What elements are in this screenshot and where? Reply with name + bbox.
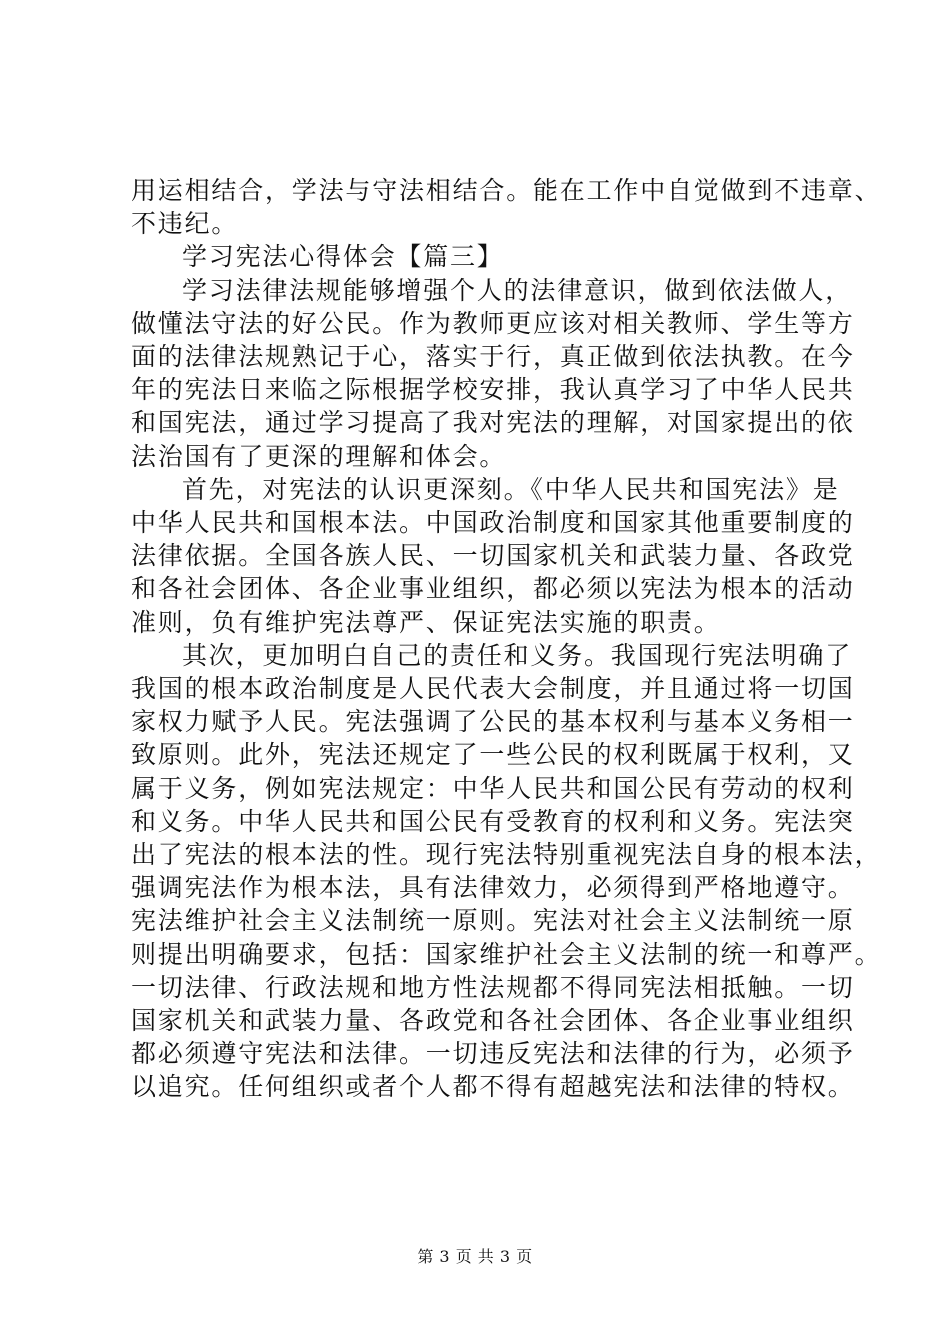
text-line: 准则，负有维护宪法尊严、保证宪法实施的职责。 <box>131 607 721 637</box>
text-line: 学习法律法规能够增强个人的法律意识，做到依法做人， <box>182 275 853 305</box>
text-line: 中华人民共和国根本法。中国政治制度和国家其他重要制度的 <box>131 508 855 538</box>
paragraph-intro <box>131 274 855 473</box>
text-line: 属于义务，例如宪法规定：中华人民共和国公民有劳动的权利 <box>131 773 855 803</box>
text-line: 其次，更加明白自己的责任和义务。我国现行宪法明确了 <box>182 640 853 670</box>
text-line: 我国的根本政治制度是人民代表大会制度，并且通过将一切国 <box>131 674 855 704</box>
text-line: 都必须遵守宪法和法律。一切违反宪法和法律的行为，必须予 <box>131 1039 855 1069</box>
text-line: 一切法律、行政法规和地方性法规都不得同宪法相抵触。一切 <box>131 972 855 1002</box>
text-line: 宪法维护社会主义法制统一原则。宪法对社会主义法制统一原 <box>131 906 855 936</box>
text-line: 致原则。此外，宪法还规定了一些公民的权利既属于权利，又 <box>131 740 855 770</box>
text-line: 不违纪。 <box>131 209 239 239</box>
text-line: 用运相结合，学法与守法相结合。能在工作中自觉做到不违章、 <box>131 176 882 205</box>
document-body <box>131 174 882 1104</box>
text-line: 国家机关和武装力量、各政党和各社会团体、各企业事业组织 <box>131 1006 855 1036</box>
page-footer: 第 3 页 共 3 页 <box>417 1247 533 1266</box>
text-line: 和各社会团体、各企业事业组织，都必须以宪法为根本的活动 <box>131 574 855 604</box>
text-line: 首先，对宪法的认识更深刻。《中华人民共和国宪法》是 <box>182 474 840 504</box>
text-line: 法治国有了更深的理解和体会。 <box>131 441 507 471</box>
text-line: 和国宪法，通过学习提高了我对宪法的理解，对国家提出的依 <box>131 408 855 438</box>
text-line: 家权力赋予人民。宪法强调了公民的基本权利与基本义务相一 <box>131 707 855 737</box>
paragraph-first-point <box>131 473 855 639</box>
paragraph-second-point <box>131 639 882 1104</box>
section-heading: 学习宪法心得体会【篇三】 <box>182 242 504 272</box>
text-line: 法律依据。全国各族人民、一切国家机关和武装力量、各政党 <box>131 541 855 571</box>
text-line: 和义务。中华人民共和国公民有受教育的权利和义务。宪法突 <box>131 806 855 836</box>
text-line: 年的宪法日来临之际根据学校安排，我认真学习了中华人民共 <box>131 375 855 405</box>
text-line: 以追究。任何组织或者个人都不得有超越宪法和法律的特权。 <box>131 1072 855 1102</box>
text-line: 面的法律法规熟记于心，落实于行，真正做到依法执教。在今 <box>131 342 855 372</box>
paragraph-continuation <box>131 174 882 240</box>
text-line: 强调宪法作为根本法，具有法律效力，必须得到严格地遵守。 <box>131 873 855 903</box>
text-line: 则提出明确要求，包括：国家维护社会主义法制的统一和尊严。 <box>131 939 882 969</box>
text-line: 出了宪法的根本法的性。现行宪法特别重视宪法自身的根本法， <box>131 840 882 870</box>
text-line: 做懂法守法的好公民。作为教师更应该对相关教师、学生等方 <box>131 308 855 338</box>
